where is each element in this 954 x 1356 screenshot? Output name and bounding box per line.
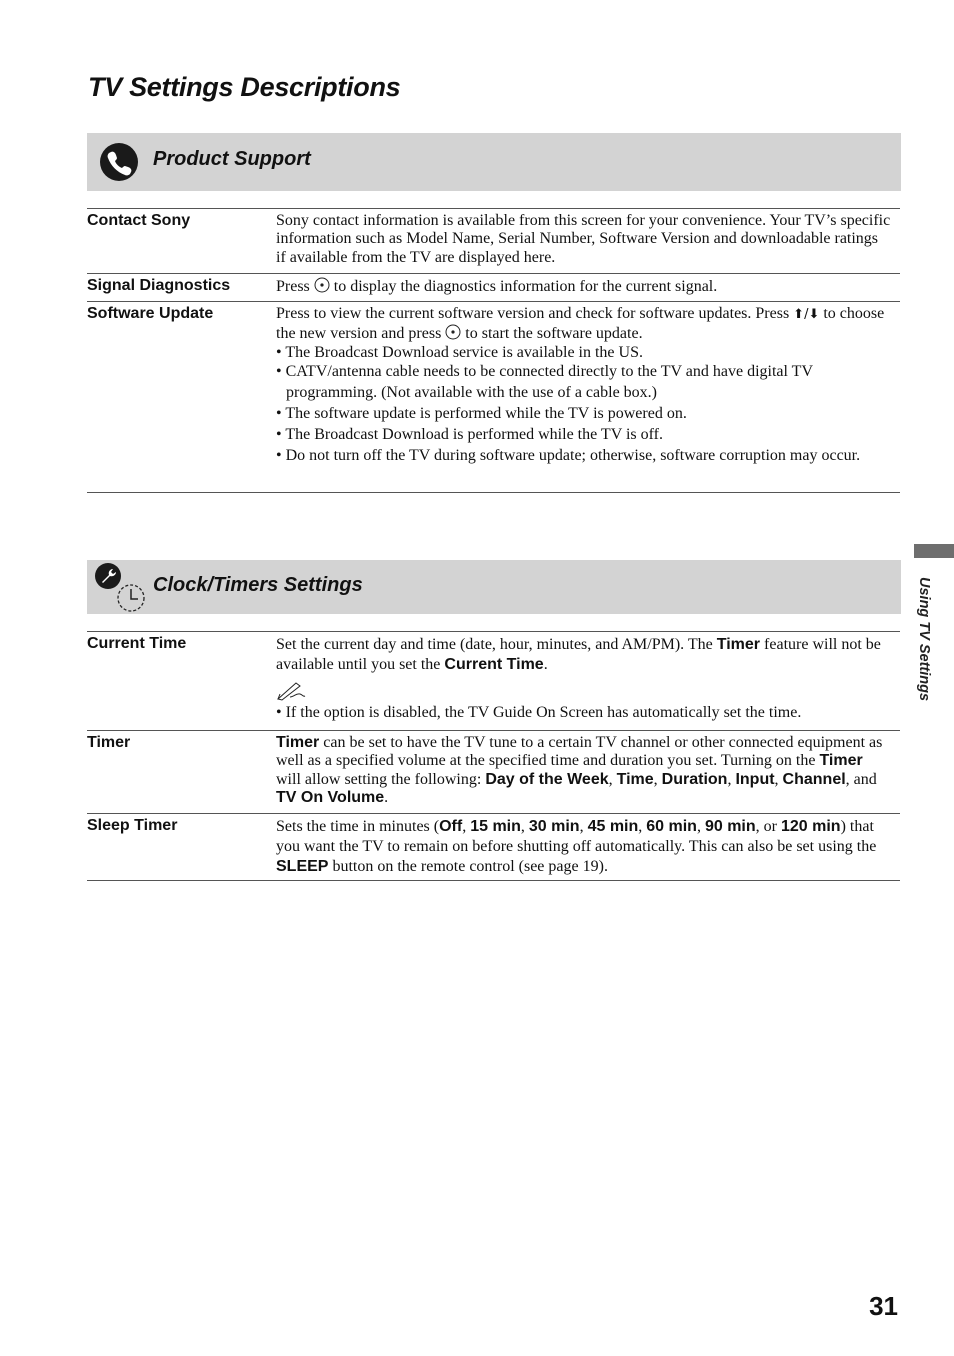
section-tab-marker	[914, 544, 954, 558]
list-item: • CATV/antenna cable needs to be connected directly to the TV and have digital TV programming. (Not available with the use of a cable box.)	[276, 362, 813, 401]
desc-signal-diagnostics	[276, 277, 891, 296]
clock-timers-table	[87, 631, 900, 881]
term-signal-diagnostics: Signal Diagnostics	[87, 277, 231, 294]
clock-timers-header	[87, 560, 901, 614]
side-section-label	[916, 577, 936, 727]
desc-text: .	[384, 788, 389, 806]
term-contact-sony: Contact Sony	[87, 212, 191, 229]
desc-text: ,	[462, 818, 467, 835]
keyword: SLEEP	[276, 858, 329, 875]
list-item: • The Broadcast Download is performed while the TV is off.	[276, 425, 664, 443]
keyword: Off	[439, 818, 463, 835]
keyword: Duration	[661, 770, 728, 788]
list-item: • The Broadcast Download service is available in the US.	[276, 343, 643, 361]
desc-text: ,	[520, 818, 525, 835]
desc-text: to start the software update.	[465, 325, 643, 343]
table-row-signal-diagnostics	[87, 274, 900, 302]
desc-text: can be set to have the TV tune to a certain TV channel or other connected equipment as well as a specified volume at the specified time and duration you set. Turning on the	[276, 734, 883, 770]
product-support-header	[87, 133, 901, 191]
desc-text: button on the remote control (see page 19).	[332, 858, 608, 875]
desc-text: ,	[774, 770, 779, 788]
list-item: • Do not turn off the TV during software update; otherwise, software corruption may occur.	[276, 446, 861, 464]
desc-text: to choose the new version and press	[276, 305, 885, 343]
note-text: • If the option is disabled, the TV Guide On Screen has automatically set the time.	[276, 704, 802, 721]
keyword: Day of the Week	[485, 770, 609, 788]
keyword: 90 min	[704, 818, 756, 835]
desc-sleep-timer	[276, 817, 891, 877]
current-time-text	[276, 635, 891, 675]
keyword: Timer	[819, 752, 863, 770]
table-row-sleep-timer	[87, 814, 900, 881]
desc-text: feature will not be available until you set the	[276, 636, 881, 673]
desc-text: will allow setting the following:	[276, 770, 482, 788]
desc-text: to display the diagnostics information for the current signal.	[333, 278, 718, 295]
desc-text: , and	[845, 770, 877, 788]
keyword: Channel	[782, 770, 846, 788]
keyword: 120 min	[780, 818, 841, 835]
keyword: Input	[735, 770, 775, 788]
desc-text: Press to view the current software version and check for software updates. Press	[276, 305, 790, 322]
term-software-update: Software Update	[87, 305, 214, 322]
term-current-time: Current Time	[87, 635, 187, 652]
product-support-title: Product Support	[153, 148, 311, 170]
desc-text: .	[543, 656, 548, 673]
desc-text: Press	[276, 278, 310, 295]
keyword: Timer	[276, 734, 320, 751]
keyword: 45 min	[587, 818, 639, 835]
wrench-clock-icon	[93, 562, 151, 616]
desc-text: ,	[653, 770, 658, 788]
clock-timers-title: Clock/Timers Settings	[153, 574, 363, 596]
keyword: Time	[616, 770, 654, 788]
desc-text: ,	[696, 818, 701, 835]
product-support-table	[87, 208, 900, 493]
phone-icon	[99, 142, 139, 182]
pencil-note-icon	[276, 680, 306, 702]
desc-software-update	[276, 305, 891, 466]
side-label-text: Using TV Settings	[916, 577, 932, 702]
keyword: Current Time	[444, 656, 544, 673]
list-item: • The software update is performed while the TV is powered on.	[276, 404, 687, 422]
desc-timer	[276, 734, 891, 807]
desc-text: ,	[579, 818, 584, 835]
desc-text: ,	[608, 770, 613, 788]
table-row-software-update	[87, 302, 900, 493]
desc-text: Sets the time in minutes (	[276, 818, 440, 835]
keyword: 30 min	[528, 818, 580, 835]
desc-text: ,	[638, 818, 643, 835]
term-timer: Timer	[87, 734, 131, 751]
page-title: TV Settings Descriptions	[88, 72, 401, 102]
desc-text: Set the current day and time (date, hour, minutes, and AM/PM). The	[276, 636, 713, 653]
keyword: Timer	[716, 636, 761, 653]
desc-current-time	[276, 635, 891, 722]
software-update-intro	[276, 305, 891, 344]
desc-text: ) that you want the TV to remain on before shutting off automatically. This can also be set using the	[276, 818, 877, 855]
table-row-timer	[87, 731, 900, 814]
desc-text: , or	[755, 818, 777, 835]
page-number: 31	[869, 1291, 898, 1321]
table-row-current-time	[87, 632, 900, 731]
keyword: TV On Volume	[276, 788, 385, 806]
table-row-contact-sony	[87, 209, 900, 274]
up-down-arrow-icon: ⬆/⬇	[793, 307, 820, 322]
keyword: 15 min	[470, 818, 521, 835]
keyword: 60 min	[646, 818, 697, 835]
desc-contact-sony: Sony contact information is available from this screen for your convenience. Your TV’s specific information such as Model Name, Serial Number, Software Version and downloadable ratings if available from the TV are displayed here.	[276, 212, 891, 266]
term-sleep-timer: Sleep Timer	[87, 817, 178, 834]
desc-text: ,	[727, 770, 732, 788]
enter-button-icon	[314, 277, 330, 293]
enter-button-icon	[445, 324, 461, 340]
